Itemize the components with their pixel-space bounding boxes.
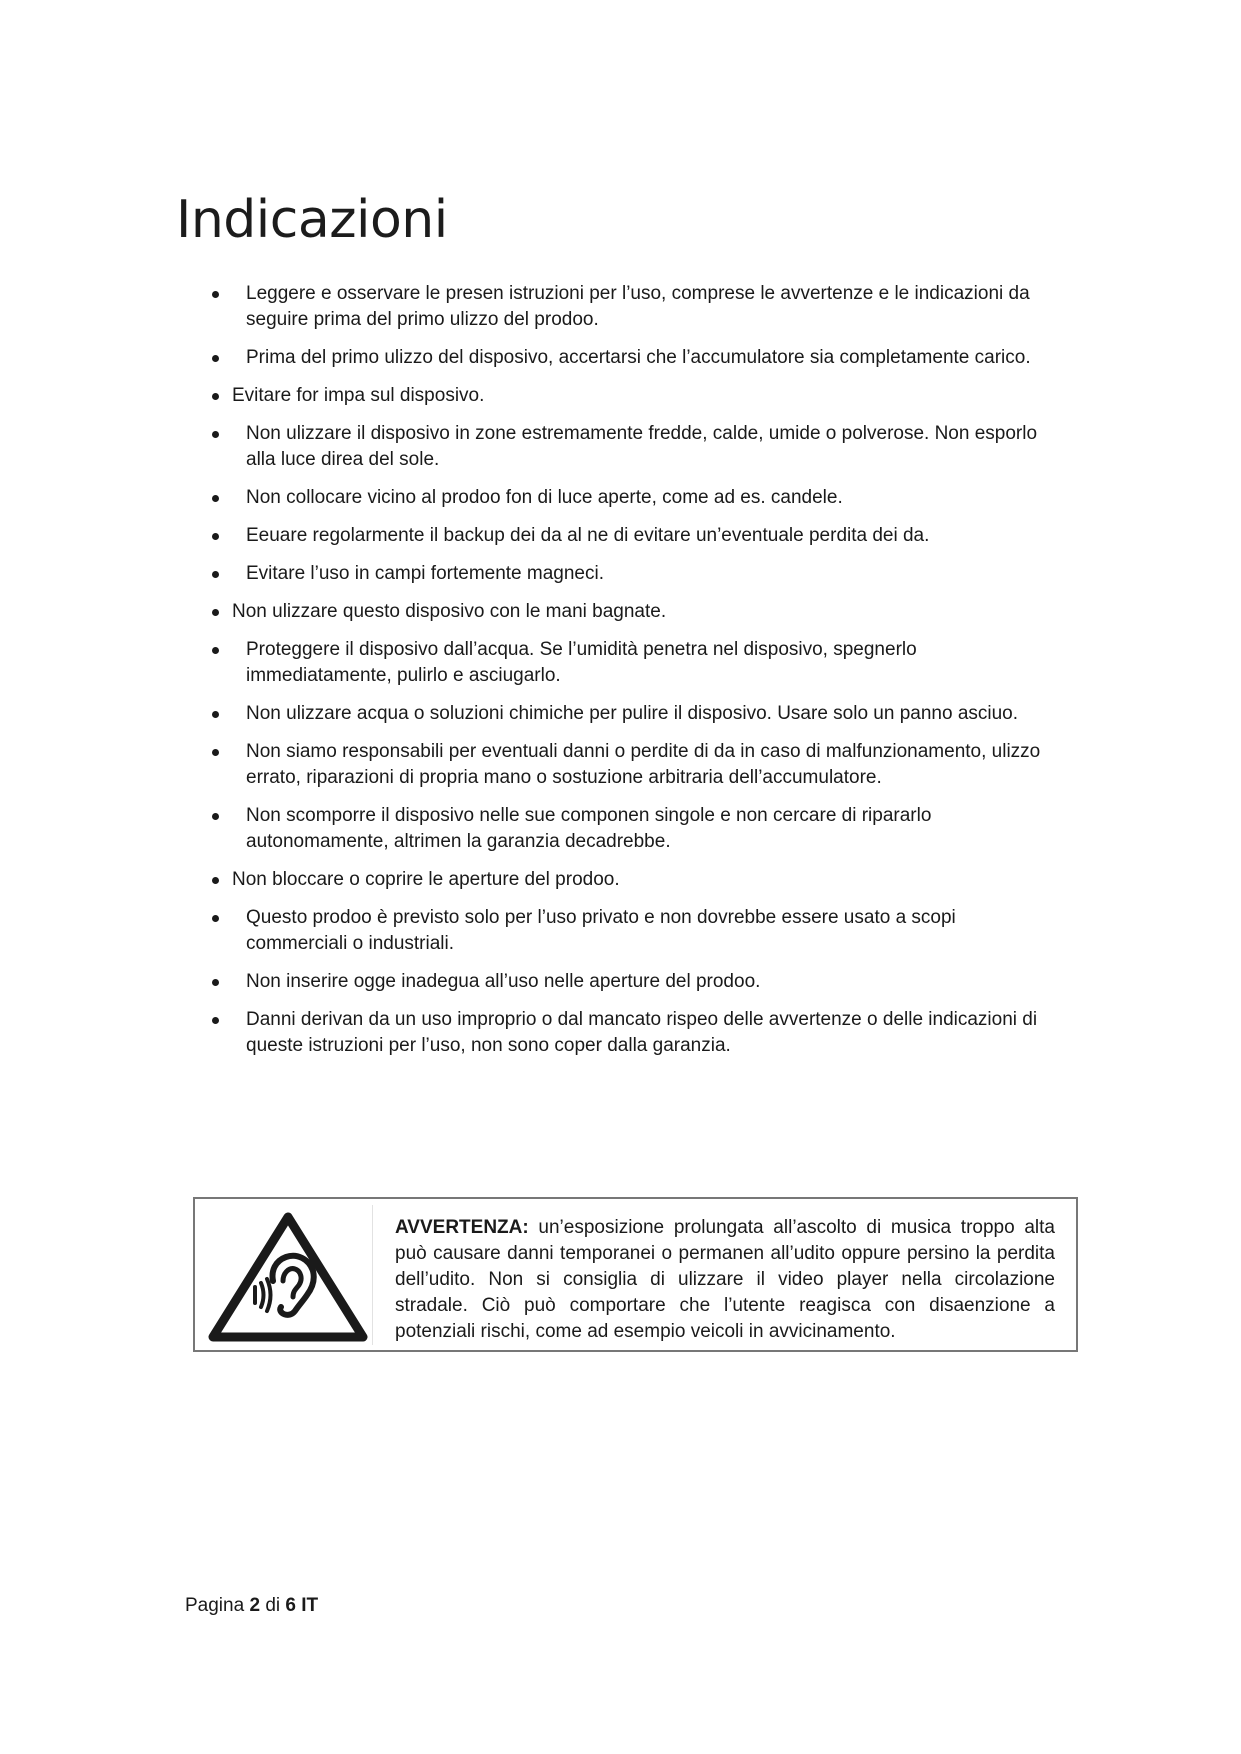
list-item-text: Eeuare regolarmente il backup dei da al ne di evitare un’eventuale perdita dei da. — [246, 525, 930, 546]
list-item-text: Non siamo responsabili per eventuali danni o perdite di da in caso di malfunzionamento, ulizzo errato, riparazioni di propria mano o sostuzione arbitraria dell’accumulatore. — [246, 741, 1041, 788]
list-item-text: Non ulizzare acqua o soluzioni chimiche per pulire il disposivo. Usare solo un panno asciuo. — [246, 703, 1019, 724]
list-item — [200, 803, 1060, 855]
bullet-dot — [212, 431, 219, 438]
list-item-text: Non collocare vicino al prodoo fon di luce aperte, come ad es. candele. — [246, 487, 843, 508]
bullet-dot — [212, 647, 219, 654]
bullet-dot — [212, 533, 219, 540]
list-item — [200, 485, 1060, 511]
warning-box — [193, 1197, 1078, 1352]
bullet-dot — [212, 393, 219, 400]
list-item-text: Prima del primo ulizzo del disposivo, accertarsi che l’accumulatore sia completamente carico. — [246, 347, 1031, 368]
list-item — [200, 421, 1060, 473]
warning-label: AVVERTENZA: — [395, 1217, 529, 1238]
list-item — [200, 281, 1060, 333]
list-item-text: Non scomporre il disposivo nelle sue componen singole e non cercare di ripararlo autonomamente, altrimen la garanzia decadrebbe. — [246, 805, 932, 852]
list-item-text: Non ulizzare il disposivo in zone estremamente fredde, calde, umide o polverose. Non esporlo alla luce direa del sole. — [246, 423, 1038, 470]
list-item — [200, 905, 1060, 957]
footer-current-page: 2 — [249, 1595, 261, 1616]
list-item-text: Evitare l’uso in campi fortemente magneci. — [246, 563, 604, 584]
bullet-dot — [212, 979, 219, 986]
page-title: Indicazioni — [176, 190, 448, 250]
list-item — [200, 637, 1060, 689]
list-item-text: Leggere e osservare le presen istruzioni per l’uso, comprese le avvertenze e le indicazioni da seguire prima del primo ulizzo del prodoo. — [246, 283, 1030, 330]
bullet-dot — [212, 877, 219, 884]
bullet-dot — [212, 711, 219, 718]
list-item — [200, 561, 1060, 587]
bullet-dot — [212, 749, 219, 756]
list-item — [200, 1007, 1060, 1059]
bullet-dot — [212, 609, 219, 616]
list-item — [200, 739, 1060, 791]
bullet-dot — [212, 1017, 219, 1024]
bullet-dot — [212, 495, 219, 502]
list-item — [200, 383, 1060, 409]
instructions-list — [200, 281, 1060, 1071]
footer-prefix: Pagina — [185, 1595, 245, 1616]
page-footer — [185, 1595, 318, 1617]
list-item — [200, 599, 1060, 625]
bullet-dot — [212, 571, 219, 578]
list-item-text: Questo prodoo è previsto solo per l’uso privato e non dovrebbe essere usato a scopi commerciali o industriali. — [246, 907, 956, 954]
list-item-text: Evitare for impa sul disposivo. — [232, 385, 485, 406]
list-item — [200, 867, 1060, 893]
bullet-dot — [212, 291, 219, 298]
footer-sep: di — [265, 1595, 281, 1616]
list-item — [200, 523, 1060, 549]
bullet-dot — [212, 355, 219, 362]
list-item-text: Non bloccare o coprire le aperture del prodoo. — [232, 869, 620, 890]
list-item — [200, 969, 1060, 995]
bullet-dot — [212, 915, 219, 922]
list-item-text: Danni derivan da un uso improprio o dal mancato rispeo delle avvertenze o delle indicazioni di queste istruzioni per l’uso, non sono coper dalla garanzia. — [246, 1009, 1038, 1056]
hearing-warning-icon — [203, 1205, 373, 1345]
bullet-dot — [212, 813, 219, 820]
warning-body: un’esposizione prolungata all’ascolto di musica troppo alta può causare danni temporanei o permanen all’udito oppure persino la perdita dell’udito. Non si consiglia di ulizzare il video player nella circolazione stradale. Ciò può comportare che l’utente reagisca con disaenzione a potenziali rischi, come ad esempio veicoli in avvicinamento. — [395, 1217, 1056, 1342]
warning-text — [395, 1215, 1055, 1345]
footer-total-pages: 6 IT — [285, 1595, 319, 1616]
list-item-text: Non ulizzare questo disposivo con le mani bagnate. — [232, 601, 667, 622]
list-item-text: Non inserire ogge inadegua all’uso nelle aperture del prodoo. — [246, 971, 761, 992]
list-item — [200, 701, 1060, 727]
list-item-text: Proteggere il disposivo dall’acqua. Se l’umidità penetra nel disposivo, spegnerlo immediatamente, pulirlo e asciugarlo. — [246, 639, 917, 686]
list-item — [200, 345, 1060, 371]
